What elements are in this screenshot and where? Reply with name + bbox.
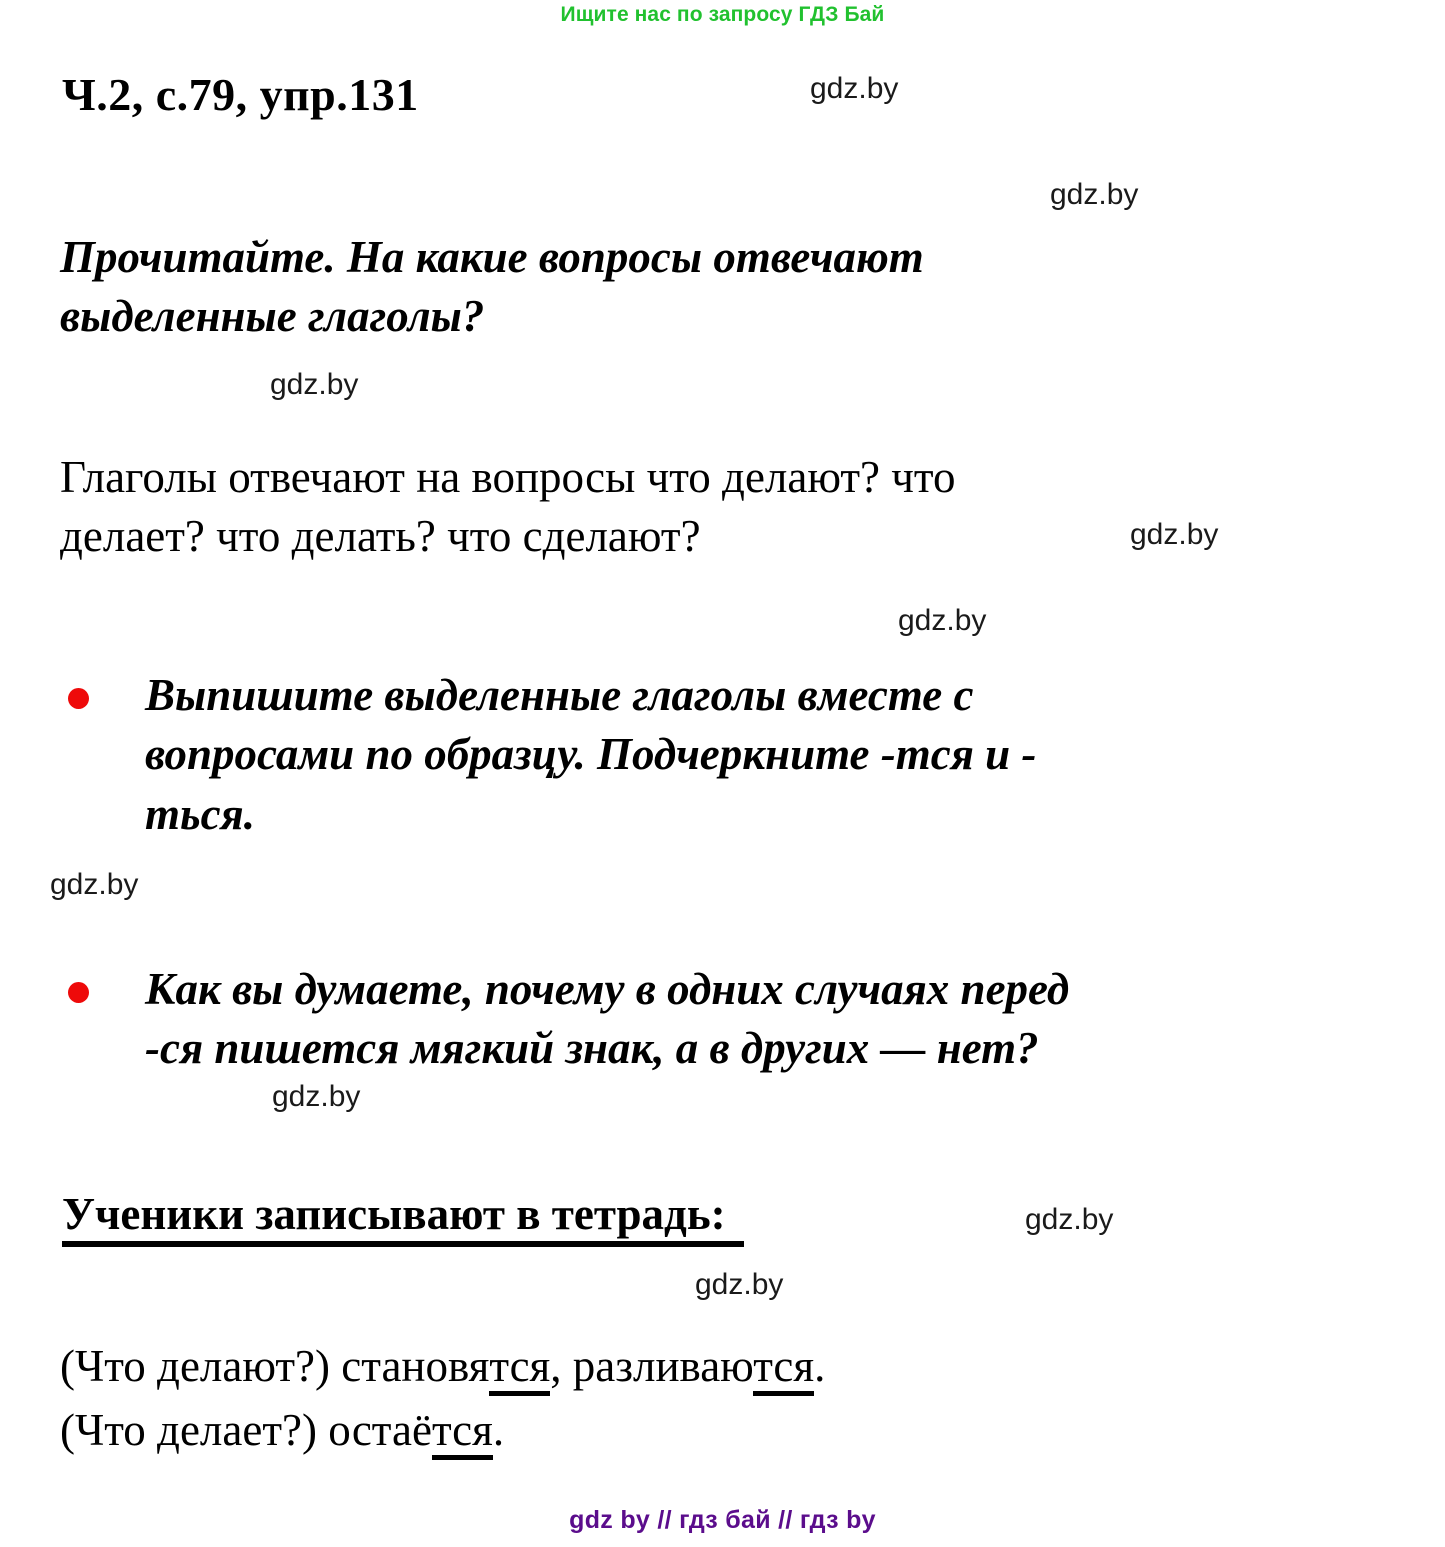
bullet-2-line-2: -ся пишется мягкий знак, а в других — нет? [145,1023,1039,1074]
answer-1-underline-1: тся [489,1341,550,1396]
answer-2-underline-1: тся [432,1405,493,1460]
answer-2-tail: . [492,1404,505,1455]
watermark-gdz: gdz.by [695,1268,784,1301]
prompt-paragraph [60,228,1362,345]
footer-credits: gdz by // гдз бай // гдз by [569,1506,876,1534]
exercise-title: Ч.2, с.79, упр.131 [62,69,419,120]
answer-1-underline-2: тся [753,1341,814,1396]
watermark-gdz: gdz.by [1050,178,1139,211]
answer-line-2 [60,1399,1360,1463]
bullet-1-line-3: ться. [145,788,255,839]
prompt-line-1: Прочитайте. На какие вопросы отвечают [60,232,924,282]
rule-line-1: Глаголы отвечают на вопросы что делают? что [60,452,956,502]
answer-2-lead: (Что делает?) остаё [60,1404,432,1455]
watermark-gdz: gdz.by [1130,518,1219,551]
watermark-gdz: gdz.by [1025,1203,1114,1236]
prompt-line-2: выделенные глаголы? [60,290,485,341]
promo-banner: Ищите нас по запросу ГДЗ Бай [560,3,885,26]
answer-1-mid: , разливаю [550,1341,754,1391]
watermark-gdz: gdz.by [272,1080,361,1113]
task-bullet-2-text [145,960,1362,1079]
bullet-dot-icon [68,982,89,1003]
task-bullet-1 [60,666,1362,844]
rule-paragraph [60,448,1362,565]
watermark-gdz: gdz.by [810,72,899,105]
bullet-2-line-1: Как вы думаете, почему в одних случаях перед [145,964,1070,1014]
bullet-dot-icon [68,688,89,709]
answer-1-tail: . [814,1341,826,1391]
watermark-gdz: gdz.by [898,604,987,637]
answer-line-1 [60,1335,1360,1399]
answer-1-extra: я [468,1341,490,1391]
bullet-1-line-2: вопросами по образцу. Подчеркните -тся и - [145,729,1037,780]
watermark-gdz: gdz.by [270,368,359,401]
answer-1-lead: (Что делают?) станов [60,1341,469,1391]
answer-list [60,1335,1360,1463]
answer-section-heading [62,1188,744,1240]
watermark-gdz: gdz.by [50,868,139,901]
task-bullet-2 [60,960,1362,1079]
answer-section-heading-label: Ученики записывают в тетрадь: [62,1189,744,1247]
rule-line-2: делает? что делать? что сделают? [60,510,701,561]
task-bullet-1-text [145,666,1362,844]
bullet-1-line-1: Выпишите выделенные глаголы вместе с [145,670,974,720]
